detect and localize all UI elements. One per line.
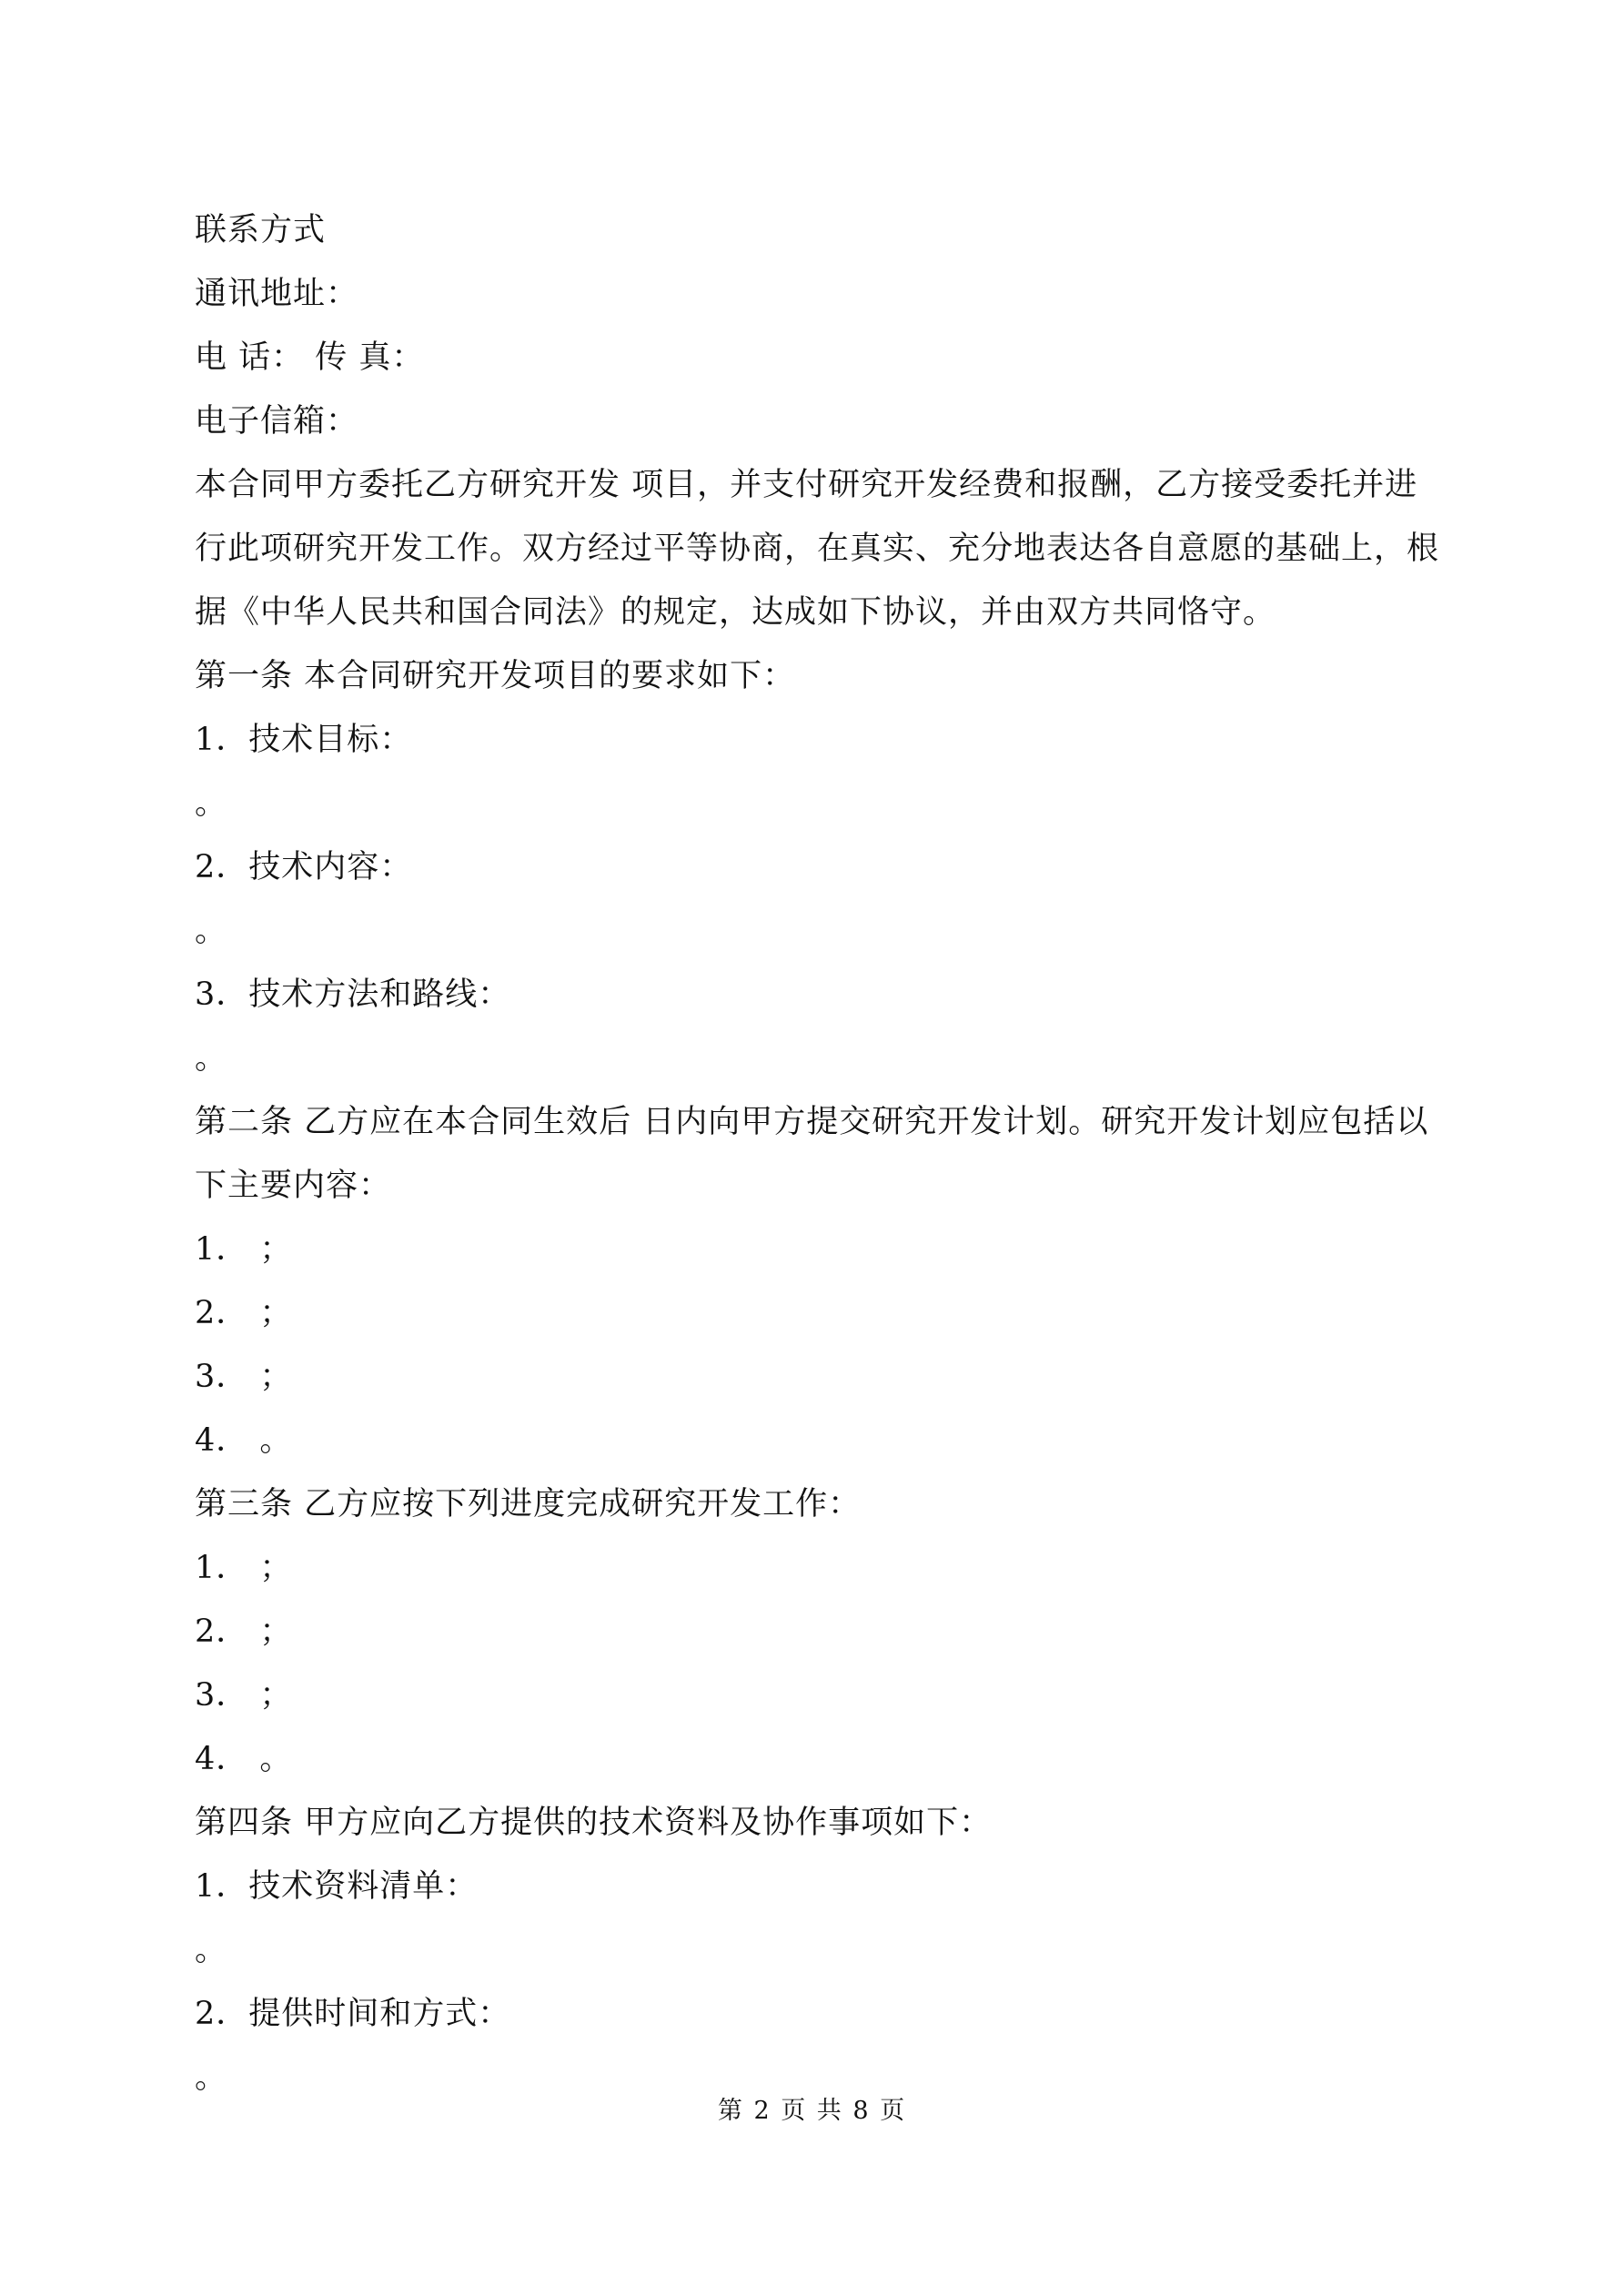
article-3-item-4: 4． 。 (195, 1741, 293, 1777)
article-2-heading-line-2: 下主要内容： (195, 1168, 392, 1204)
mailing-address-field: 通讯地址： (195, 276, 359, 312)
article-1-item-1: 1．技术目标： (195, 722, 413, 758)
article-1-item-2: 2．技术内容： (195, 849, 413, 885)
email-field: 电子信箱： (195, 403, 359, 440)
article-4-item-1-blank: 。 (195, 1932, 228, 1968)
article-4-item-2: 2．提供时间和方式： (195, 1996, 511, 2032)
article-4-item-2-blank: 。 (195, 2059, 228, 2096)
phone-fax-field: 电 话： 传 真： (195, 339, 425, 376)
article-2-item-1: 1． ； (195, 1231, 293, 1268)
article-3-item-1: 1． ； (195, 1550, 293, 1586)
article-2-item-4: 4． 。 (195, 1422, 293, 1459)
contact-heading: 联系方式 (195, 212, 327, 248)
article-2-heading-line-1: 第二条 乙方应在本合同生效后 日内向甲方提交研究开发计划。研究开发计划应包括以 (195, 1104, 1429, 1140)
page-number-footer: 第 2 页 共 8 页 (717, 2097, 907, 2125)
article-2-item-2: 2． ； (195, 1295, 293, 1331)
preamble-line-3: 据《中华人民共和国合同法》的规定，达成如下协议，并由双方共同恪守。 (195, 594, 1276, 631)
article-4-heading: 第四条 甲方应向乙方提供的技术资料及协作事项如下： (195, 1805, 993, 1841)
article-4-item-1: 1．技术资料清单： (195, 1868, 479, 1905)
article-3-heading: 第三条 乙方应按下列进度完成研究开发工作： (195, 1486, 862, 1522)
article-1-item-3-blank: 。 (195, 1040, 228, 1077)
article-1-heading: 第一条 本合同研究开发项目的要求如下： (195, 658, 796, 694)
article-2-item-3: 3． ； (195, 1359, 293, 1395)
preamble-line-1: 本合同甲方委托乙方研究开发 项目，并支付研究开发经费和报酬，乙方接受委托并进 (195, 467, 1418, 503)
preamble-line-2: 行此项研究开发工作。双方经过平等协商，在真实、充分地表达各自意愿的基础上，根 (195, 531, 1440, 567)
article-3-item-2: 2． ； (195, 1613, 293, 1650)
contract-body (195, 198, 1440, 2109)
article-3-item-3: 3． ； (195, 1677, 293, 1714)
article-1-item-3: 3．技术方法和路线： (195, 976, 511, 1013)
article-1-item-1-blank: 。 (195, 785, 228, 822)
article-1-item-2-blank: 。 (195, 913, 228, 949)
